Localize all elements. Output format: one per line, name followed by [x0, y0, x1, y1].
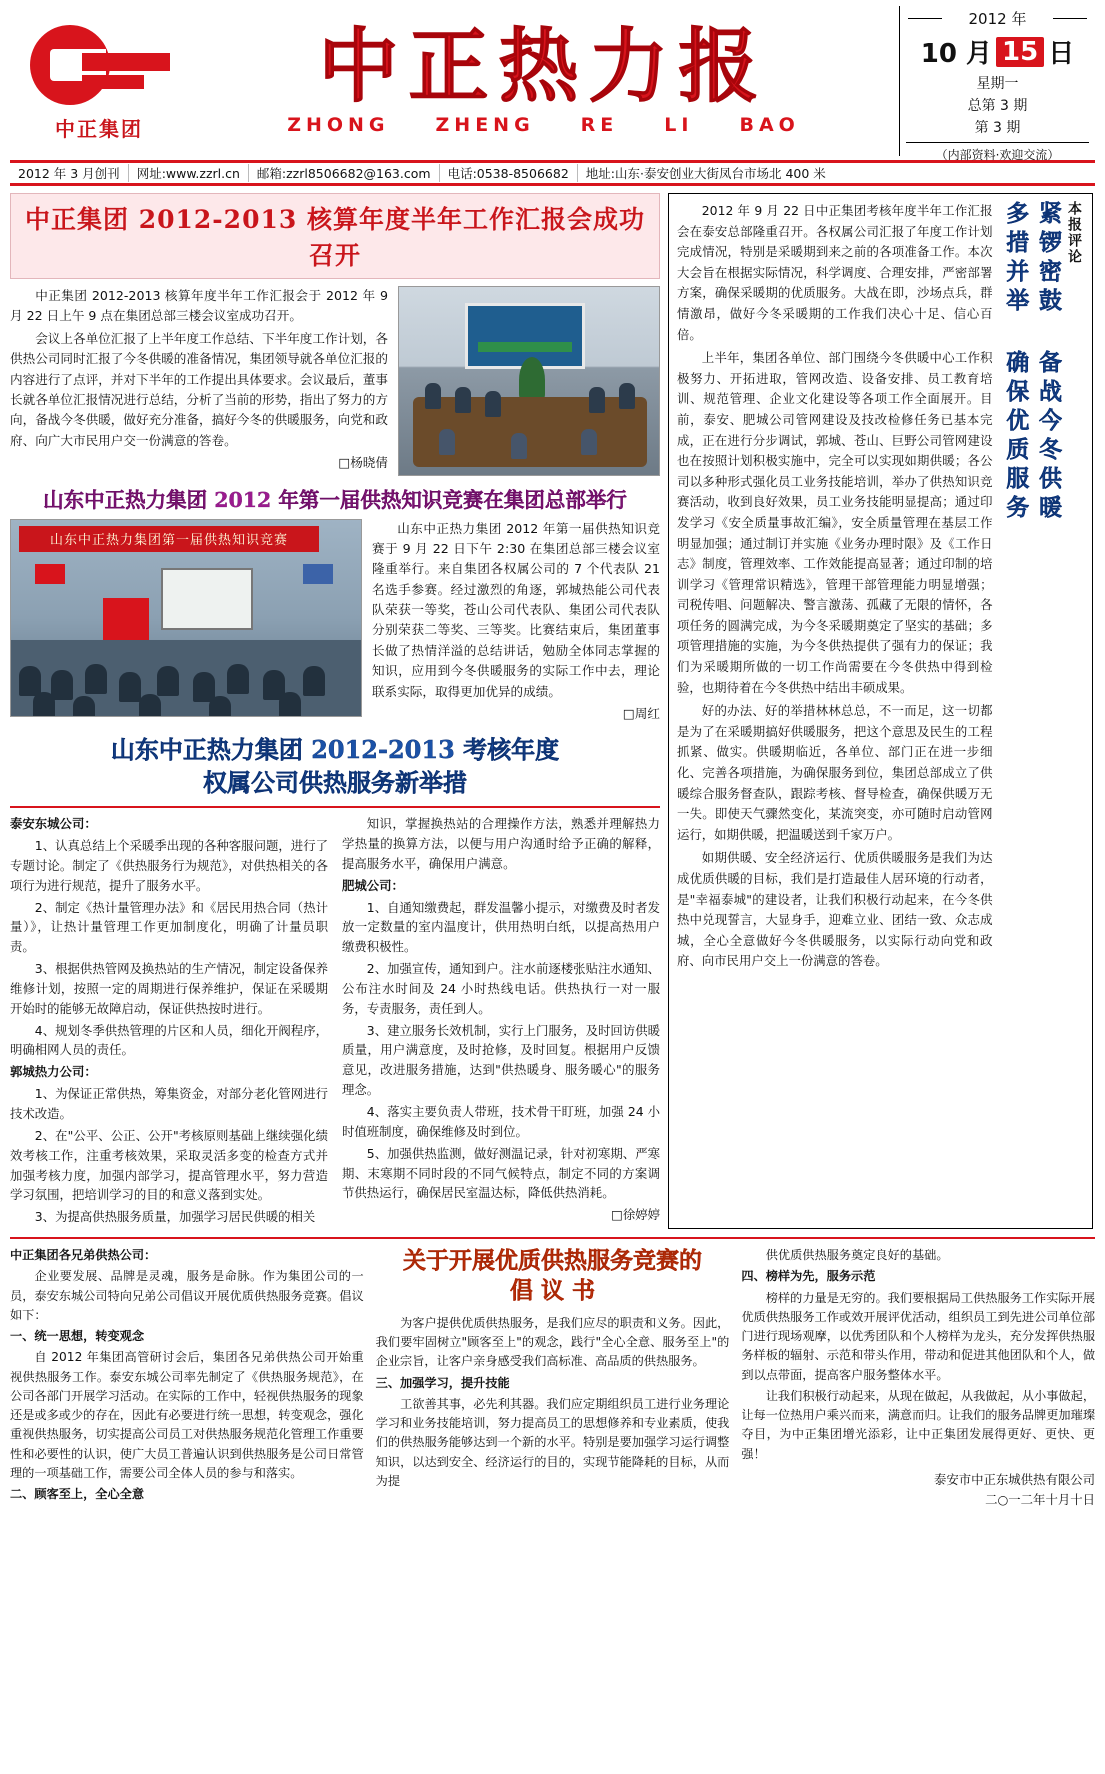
article3-headline-line1: 山东中正热力集团 2012-2013 考核年度 — [110, 735, 560, 765]
article1-figure — [398, 286, 660, 476]
article4-signoff — [741, 1470, 1095, 1510]
contest-audience — [11, 652, 361, 717]
article2-byline: □周红 — [622, 706, 660, 722]
article3-r-p3: 2、加强宣传，通知到户。注水前逐楼张贴注水通知、公布注水时间及 24 小时热线电话。供热执行一对一服务，专责服务，责任到人。 — [342, 961, 660, 1016]
article3-headline — [10, 734, 660, 799]
commentary-body — [677, 201, 993, 975]
commentary-para-4: 如期供暖、安全经济运行、优质供暖服务是我们为达成优质供暖的目标，我们是打造最佳人居环境的行动者，是"幸福泰城"的建设者，让我们积极行动起来，在今冬供热中兑现誓言，大显身手，迎难立业、团结一致、众志成城，全心全意做好今冬供暖服务，以实际行动向党和政府、向市民用户交上一份满意的答卷。 — [677, 850, 993, 969]
article4-col2 — [376, 1246, 730, 1510]
article4-c3-p3: 让我们积极行动起来，从现在做起，从我做起，从小事做起，让每一位热用户乘兴而来，满意而归。让我们的服务品牌更加璀璨夺目，为中正集团增光添彩，让中正集团发展得更好、更快、更强！ — [741, 1388, 1096, 1461]
issue-date — [921, 33, 1074, 70]
article1-byline: □杨晓倩 — [338, 455, 388, 471]
commentary-title-wrap — [999, 201, 1085, 975]
article3-body — [10, 814, 660, 1229]
divider — [10, 806, 660, 808]
pinyin-1: ZHONG — [287, 114, 390, 136]
article3-l-p5: 1、为保证正常供热，筹集资金，对部分老化管网进行技术改造。 — [10, 1086, 328, 1122]
article3-l-p2: 2、制定《热计量管理办法》和《居民用热合同（热计量）》，让热计量管理工作更加制度化，明确了计量员职责。 — [10, 899, 328, 955]
commentary-para-1: 2012 年 9 月 22 日中正集团考核年度半年工作汇报会在泰安总部隆重召开。各权属公司汇报了年度工作计划完成情况，特别是采暖期到来之前的各项准备工作。本次大会旨在根据实际情况，科学调度、合理安排，严密部署方案，确保采暖期的优质服务。大战在即，沙场点兵，群情激昂，做好今冬采暖期的工作我们决心十足、信心百倍。 — [677, 203, 993, 342]
article4-col3 — [741, 1246, 1095, 1510]
article2-headline: 山东中正热力集团 2012 年第一届供热知识竞赛在集团总部举行 — [43, 487, 627, 512]
issue-total: 总第 3 期 — [967, 98, 1028, 114]
issue-month: 10 月 — [920, 39, 993, 69]
pinyin-3: RE — [580, 114, 619, 136]
commentary-para-3: 好的办法、好的举措林林总总，不一而足，这一切都是为了在采暖期搞好供暖服务，把这个意思及民生的工程抓紧、做实。供暖期临近，各单位、部门正在进一步细化、完善各项措施，为确保服务到位，集团总部成立了供暖综合服务督查队，跟踪考核、督导检查，确保供暖万无一失。即使天气骤然变化，某流突变，亦可随时启动管网运行，如期供暖，把温暖送到千家万户。 — [677, 703, 993, 842]
commentary-wrap — [677, 201, 1084, 975]
article4-c1-p1: 企业要发展、品牌是灵魂，服务是命脉。作为集团公司的一员，泰安东城公司特向兄弟公司倡议开展优质供热服务竞赛。倡议如下： — [10, 1269, 364, 1322]
article3-l-p7: 3、为提高供热服务质量，加强学习居民供暖的相关 — [34, 1209, 316, 1225]
article4-headline-line2: 倡 议 书 — [510, 1276, 596, 1304]
issue-date-block — [899, 6, 1095, 162]
commentary-title-line1: 紧锣密鼓 备战今冬供暖 — [1035, 201, 1062, 524]
pinyin-4: LI — [664, 114, 694, 136]
article4-c2-sub1: 三、加强学习，提升技能 — [375, 1375, 510, 1390]
logo-text: 中正集团 — [55, 116, 143, 141]
article3-r-p4: 3、建立服务长效机制，实行上门服务，及时回访供暖质量，用户满意度，及时抢修，及时回复。根据用户反馈意见，改进服务措施，达到"供热暖身、服务暖心"的服务理念。 — [342, 1022, 660, 1098]
article4-grid — [10, 1246, 1095, 1510]
paper-title-block — [188, 6, 899, 156]
website[interactable]: 网址:www.zzrl.cn — [128, 164, 248, 182]
article3-left-col — [10, 814, 328, 1229]
founded-date: 2012 年 3 月创刊 — [18, 166, 120, 181]
meeting-photo — [398, 286, 660, 476]
issue-day: 15 — [996, 37, 1044, 67]
article3-sub-3: 肥城公司： — [342, 877, 404, 893]
issue-weekday: 星期一 — [976, 76, 1019, 92]
article4-headline — [376, 1246, 730, 1306]
article4-c1-sub2: 二、顾客至上，全心全意 — [10, 1487, 145, 1502]
article1-body — [10, 286, 660, 474]
article4 — [10, 1237, 1095, 1510]
email[interactable]: 邮箱:zzrl8506682@163.com — [248, 164, 439, 182]
article4-c3-sub1: 四、榜样为先，服务示范 — [741, 1269, 876, 1284]
issue-note: （内部资料·欢迎交流） — [906, 142, 1089, 163]
article3-l-p1: 1、认真总结上个采暖季出现的各种客服问题，进行了专题讨论。制定了《供热服务行为规范》，对供热相关的各项行为进行规范，提升了服务水平。 — [10, 838, 328, 893]
contest-photo-banner: 山东中正热力集团第一届供热知识竞赛 — [19, 526, 319, 552]
article1-headline: 中正集团 2012-2013 核算年度半年工作汇报会成功召开 — [25, 205, 645, 270]
article1-para-2: 会议上各单位汇报了上半年度工作总结、下半年度工作计划，各供热公司同时汇报了今冬供暖的准备情况，集团领导就各单位汇报的内容进行了点评，并对下半年的工作提出具体要求。会议最后，董事长就各单位汇报情况进行总结，分析了当前的形势，指出了努力的方向，备战今冬供暖，做好充分准备，搞好今冬的供暖服务，向党和政府、向广大市民用户交一份满意的答卷。 — [10, 330, 388, 448]
pinyin-row — [287, 114, 800, 136]
signoff-date: 二○一二年十月十日 — [985, 1491, 1096, 1507]
article3-headline-line2: 权属公司供热服务新举措 — [203, 767, 467, 797]
article4-c3-p2: 榜样的力量是无穷的。我们要根据局工供热服务工作实际开展优质供热服务工作或效开展评优活动，组织员工到先进公司单位部门进行现场观摩，以优秀团队和个人榜样为龙头，充分发挥供热服务样板的辐射、示范和带头作用，带动和促进其他团队和个人，做到以点带面，提高客户服务整体水平。 — [741, 1290, 1096, 1382]
issue-number: 第 3 期 — [974, 120, 1021, 136]
commentary-para-2: 上半年，集团各单位、部门围绕今冬供暖中心工作积极努力、开拓进取，管网改造、设备安排、员工教育培训、规范管理、企业文化建设等各项工作全面展开。目前，泰安、肥城公司管网建设及技改检修任务已基本完成，正在进行分步调试，郭城、苍山、巨野公司管网建设也在按照计划积极实施中，完全可以实现如期供暖；各公司以多种形式强化员工业务技能培训，举办了供热知识竞赛活动，收到良好效果，员工业务技能明显提高；通过印发学习《安全质量事故汇编》，安全质量管理在基层工作明显加强；通过制订并实施《业务办理时限》及《工作日志》制度，管理效率、工作效能提高显著；通过印制的培训学习《管理常识精选》，管理干部管理能力明显增强；司税传唱、问题解决、警言激荡、孤藏了无限的情怀，各项任务的圆满完成，为今冬采暖期奠定了坚实的基础；多项管理措施的实施，为今冬供热提供了强有力的保证；我们为采暖期所做的一切工作尚需要在今冬供热中得到检验，也期待着在今冬供热中结出丰硕成果。 — [677, 350, 993, 695]
signoff-org: 泰安市中正东城供热有限公司 — [933, 1472, 1096, 1487]
commentary-title-line2: 多措并举 确保优质服务 — [1002, 201, 1030, 524]
article4-salutation: 中正集团各兄弟供热公司： — [10, 1248, 157, 1263]
article3-l-p4: 4、规划冬季供热管理的片区和人员，细化开阀程序，明确相网人员的责任。 — [10, 1022, 328, 1058]
article3-l-p3: 3、根据供热管网及换热站的生产情况，制定设备保养维修计划，按照一定的周期进行保养维护，保证在采暖期开始时的能够无故障启动，保证供热按时进行。 — [10, 961, 328, 1016]
article1-para-1: 中正集团 2012-2013 核算年度半年工作汇报会于 2012 年 9 月 22 日上午 9 点在集团总部三楼会议室成功召开。 — [10, 288, 388, 324]
article3-l-p6: 2、在"公平、公正、公开"考核原则基础上继续强化绩效考核工作，注重考核效果，采取灵活多变的检查方式并加强考核力度，加强内部学习，提高管理水平，努力营造学习氛围，把培训学习的目的和意义落到实处。 — [10, 1127, 328, 1203]
commentary-column — [668, 193, 1093, 1229]
contact-bar — [10, 160, 1095, 186]
article4-col1 — [10, 1246, 364, 1510]
article3-sub-2: 郭城热力公司： — [10, 1064, 97, 1080]
article4-c2-p2: 工欲善其事，必先利其器。我们应定期组织员工进行业务理论学习和业务技能培训，努力提高员工的思想修养和专业素质，使我们的供热服务能够达到一个新的水平。特别是要加强学习运行调整知识，以达到安全、经济运行的目的，实现节能降耗的目标，从而为提 — [375, 1396, 730, 1488]
pinyin-5: BAO — [739, 114, 800, 136]
article4-headline-line1: 关于开展优质供热服务竞赛的 — [403, 1247, 702, 1275]
logo-block — [10, 6, 188, 156]
masthead — [10, 6, 1095, 162]
company-logo-icon — [24, 21, 174, 109]
article4-c2-p1: 为客户提供优质供热服务，是我们应尽的职责和义务。因此，我们要牢固树立"顾客至上"的观念，践行"全心全意、服务至上"的企业宗旨，让客户亲身感受我们高标准、高品质的供热服务。 — [375, 1315, 730, 1369]
article4-c1-p2: 自 2012 年集团高管研讨会后，集团各兄弟供热公司开始重视供热服务工作。泰安东城公司率先制定了《供热服务规范》，在公司各部门开展学习活动。在实际的工作中，轻视供热服务的现象还是或多或少的存在，因此有必要进行统一思想，转变观念，强化重视供热服务，切实提高公司员工对供热服务规范化管理工作重要性和必要性的认识，使广大员工普遍认识到供热服务是公司日常管理的一项基础工作，需要公司全体人员的参与和落实。 — [10, 1350, 364, 1480]
address: 地址:山东·泰安创业大街凤台市场北 400 米 — [577, 164, 834, 182]
issue-day-unit: 日 — [1048, 39, 1075, 69]
commentary-label: 本报评论 — [1066, 201, 1082, 265]
article3-sub-1: 泰安东城公司： — [10, 816, 97, 832]
article3-r-p6: 5、加强供热监测，做好测温记录，针对初寒期、严寒期、末寒期不同时段的不同气候特点，制定不同的方案调节供热运行，确保居民室温达标，降低供热消耗。 — [342, 1145, 660, 1201]
main-column — [10, 193, 660, 1229]
issue-year: 2012 年 — [906, 8, 1089, 29]
article4-c3-p1: 供优质供热服务奠定良好的基础。 — [765, 1248, 949, 1263]
article3-right-col — [342, 814, 660, 1229]
article2-body — [372, 519, 660, 725]
article3-r-p2: 1、自通知缴费起，群发温馨小提示，对缴费及时者发放一定数量的室内温度计，供用热明白纸，以提高热用户缴费积极性。 — [342, 899, 660, 955]
pinyin-2: ZHENG — [435, 114, 535, 136]
phone: 电话:0538-8506682 — [439, 164, 577, 182]
article4-c1-sub1: 一、统一思想，转变观念 — [10, 1329, 145, 1344]
page-title: 中正热力报 — [318, 19, 769, 113]
article3-r-p5: 4、落实主要负责人带班，技术骨干盯班，加强 24 小时值班制度，确保维修及时到位。 — [342, 1104, 660, 1139]
article3-r-p1: 知识，掌握换热站的合理操作方法，熟悉并理解热力学热量的换算方法，以便与用户沟通时给予正确的解释，提高服务水平，确保用户满意。 — [342, 816, 660, 871]
page-body — [10, 193, 1095, 1229]
article1-headline-box — [10, 193, 660, 279]
article3-byline: □徐婷婷 — [611, 1207, 660, 1223]
article2-para-1: 山东中正热力集团 2012 年第一届供热知识竞赛于 9 月 22 日下午 2:30 在集团总部三楼会议室隆重举行。来自集团各权属公司的 7 个代表队 21 名选手参赛。经过激烈的角逐，郭城热能公司代表队荣获一等奖，苍山公司代表队、集团公司代表队分别荣获二等奖、三等奖。比赛结束后，集团董事长做了热情洋溢的总结讲话，勉励全体同志掌握的知识，应用到今冬供暖服务的实际工作中去，理论联系实际，取得更加优异的成绩。 — [372, 520, 660, 699]
contest-photo — [10, 519, 362, 717]
article2-row — [10, 519, 660, 725]
